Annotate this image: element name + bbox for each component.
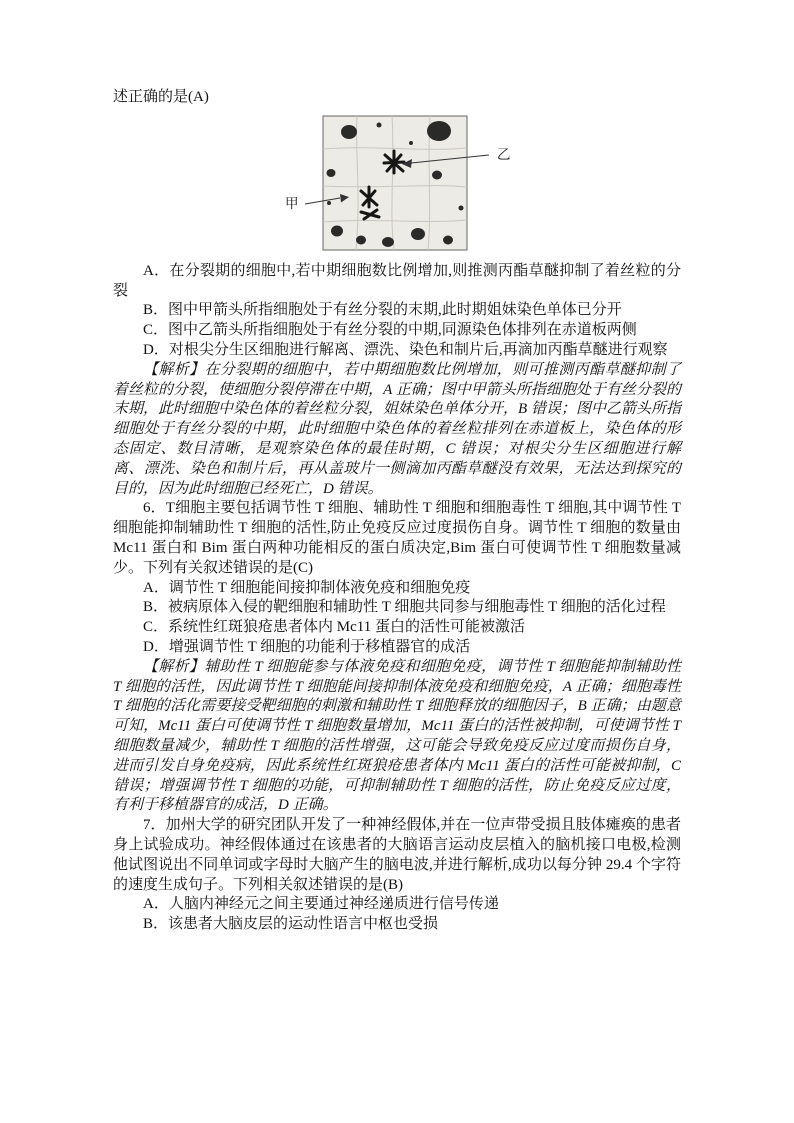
q5-analysis: 【解析】在分裂期的细胞中，若中期细胞数比例增加，则可推测丙酯草醚抑制了着丝粒的分裂，使细胞分裂停滞在中期，A 正确；图中甲箭头所指细胞处于有丝分裂的末期，此时细胞中染色体的着丝粒分裂，姐妹染色单体分开，B 错误；图中乙箭头所指细胞处于有丝分裂的中期，此时细胞中染色体的着丝粒排列在赤道板上，染色体的形态固定、数目清晰，是观察染色体的最佳时期，C 错误；对根尖分生区细胞进行解离、漂洗、染色和制片后，再从盖玻片一侧滴加丙酯草醚没有效果，无法达到探究的目的，因为此时细胞已经死亡，D 错误。 bbox=[113, 361, 681, 497]
q5-option-c: C．图中乙箭头所指细胞处于有丝分裂的中期,同源染色体排列在赤道板两侧 bbox=[143, 322, 637, 339]
figure-label-yi: 乙 bbox=[497, 146, 511, 162]
intro-text: 述正确的是(A) bbox=[113, 89, 209, 105]
q6-analysis: 【解析】辅助性 T 细胞能参与体液免疫和细胞免疫，调节性 T 细胞能抑制辅助性 T 细胞的活性，因此调节性 T 细胞能间接抑制体液免疫和细胞免疫，A 正确；细胞毒性 T 细胞的活化需要接受靶细胞的刺激和辅助性 T 细胞释放的细胞因子，B 正确；由题意可知，Mc11 蛋白可使调节性 T 细胞数量增加，Mc11 蛋白的活性被抑制，可使调节性 T 细胞数量减少，辅助性 T 细胞的活性增强，这可能会导致免疫反应过度而损伤自身，进而引发自身免疫病，因此系统性红斑狼疮患者体内 Mc11 蛋白的活性可能被抑制，C 错误；增强调节性 T 细胞的功能，可抑制辅助性 T 细胞的活性，防止免疫反应过度，有利于移植器官的成活，D 正确。 bbox=[113, 658, 681, 814]
q7-option-a: A．人脑内神经元之间主要通过神经递质进行信号传递 bbox=[143, 896, 499, 913]
figure-label-jia: 甲 bbox=[285, 195, 299, 211]
q6-option-d: D．增强调节性 T 细胞的功能利于移植器官的成活 bbox=[143, 638, 471, 655]
q6-option-b: B．被病原体入侵的靶细胞和辅助性 T 细胞共同参与细胞毒性 T 细胞的活化过程 bbox=[143, 599, 666, 616]
q7-stem: 7．加州大学的研究团队开发了一种神经假体,并在一位声带受损且肢体瘫痪的患者身上试验成功。神经假体通过在该患者的大脑语言运动皮层植入的脑机接口电极,检测他试图说出不同单词或字母时大脑产生的脑电波,并进行解析,成功以每分钟 29.4 个字符的速度生成句子。下列相关叙述错误的是(B) bbox=[113, 817, 681, 893]
q5-option-d: D．对根尖分生区细胞进行解离、漂洗、染色和制片后,再滴加丙酯草醚进行观察 bbox=[143, 341, 668, 358]
q6-stem: 6．T细胞主要包括调节性 T 细胞、辅助性 T 细胞和细胞毒性 T 细胞,其中调节性 T 细胞能抑制辅助性 T 细胞的活性,防止免疫反应过度损伤自身。调节性 T 细胞的数量由 Mc11 蛋白和 Bim 蛋白两种功能相反的蛋白质决定,Bim 蛋白可使调节性 T 细胞数量减少。下列有关叙述错误的是(C) bbox=[113, 500, 681, 576]
micrograph-image bbox=[261, 113, 533, 255]
q6-option-c: C．系统性红斑狼疮患者体内 Mc11 蛋白的活性可能被激活 bbox=[143, 619, 525, 636]
micrograph-figure bbox=[261, 113, 533, 255]
q7-option-b: B．该患者大脑皮层的运动性语言中枢也受损 bbox=[143, 916, 439, 933]
q6-option-a: A．调节性 T 细胞能间接抑制体液免疫和细胞免疫 bbox=[143, 579, 471, 596]
q5-option-a: A．在分裂期的细胞中,若中期细胞数比例增加,则推测丙酯草醚抑制了着丝粒的分裂 bbox=[113, 262, 681, 299]
q5-option-b: B．图中甲箭头所指细胞处于有丝分裂的末期,此时期姐妹染色单体已分开 bbox=[143, 302, 622, 319]
